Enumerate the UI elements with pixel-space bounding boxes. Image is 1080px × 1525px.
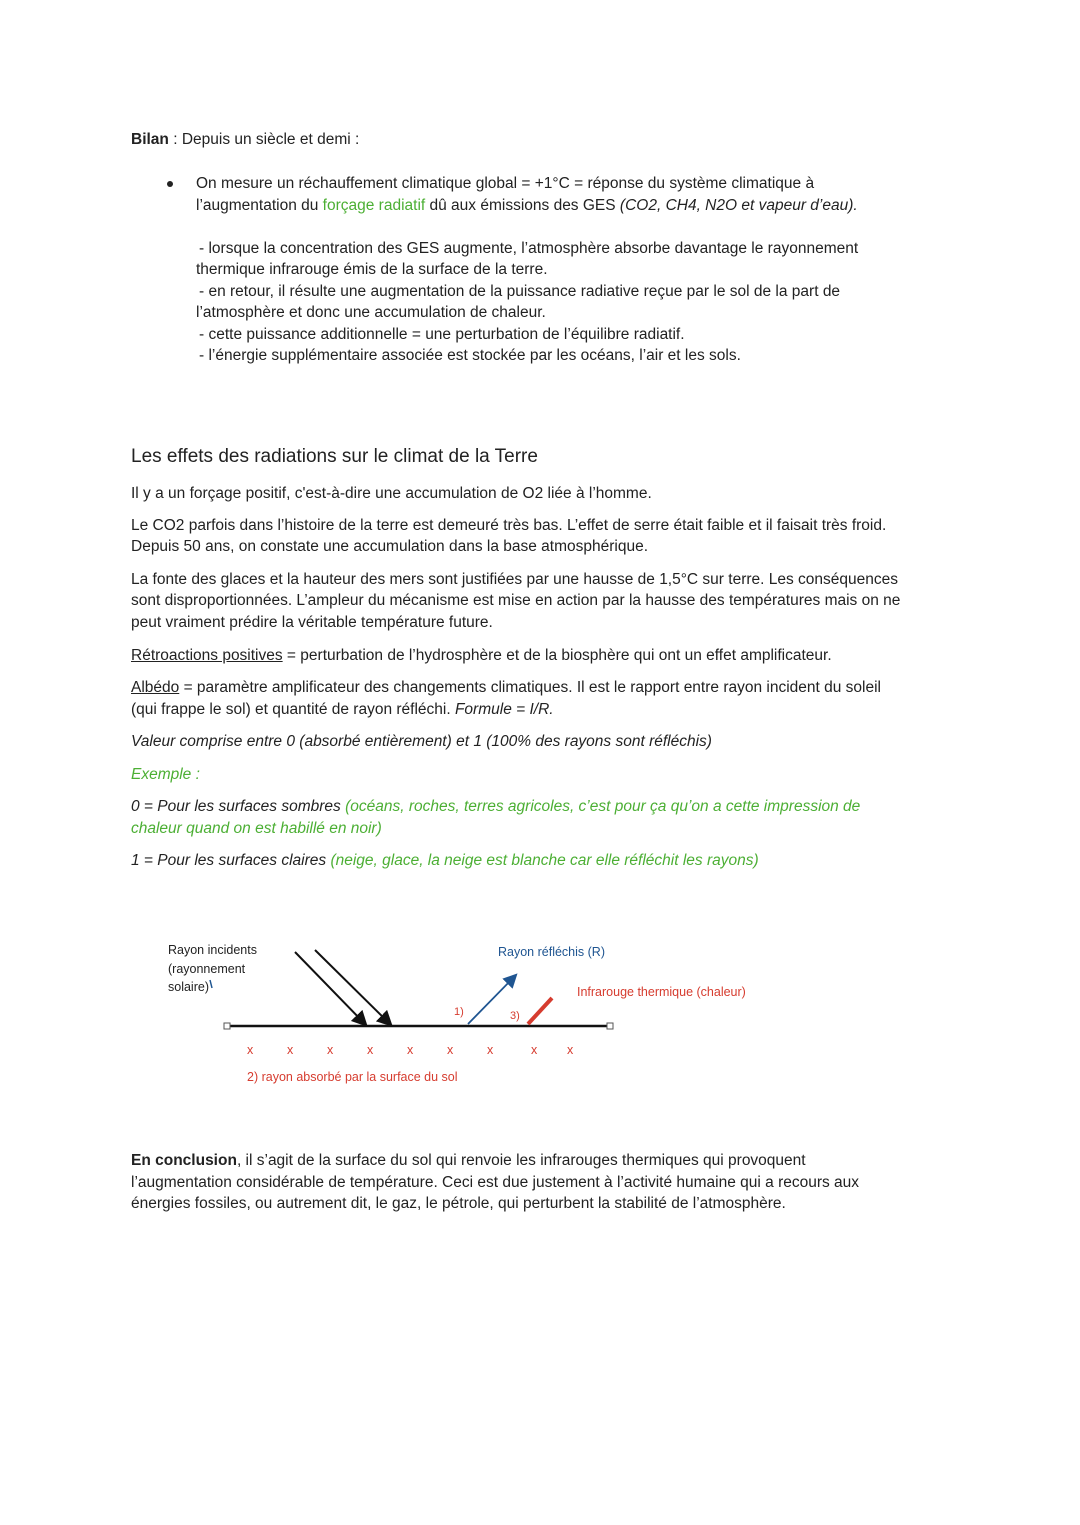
example-1-text: 1 = Pour les surfaces claires [131,852,331,869]
bullet-text: dû aux émissions des GES [425,197,620,214]
point-line: - en retour, il résulte une augmentation de la puissance radiative reçue par le sol de la part de [199,283,841,300]
absorbed-mark: x [327,1043,334,1057]
albedo-diagram [160,930,780,1100]
example-0-text: 0 = Pour les surfaces sombres [131,798,346,815]
bilan-line [131,129,359,151]
example-1-line [131,850,759,872]
forcage-radiatif-term: forçage radiatif [322,197,426,214]
point-line: - cette puissance additionnelle = une perturbation de l’équilibre radiatif. [199,326,685,343]
absorbed-mark: x [367,1043,374,1057]
example-0-note: (océans, roches, terres agricoles, c’est pour ça qu’on a cette impression de [345,798,861,815]
point-line: l’atmosphère et donc une accumulation de chaleur. [196,304,546,321]
conclusion-line-3: énergies fossiles, ou autrement dit, le gaz, le pétrole, qui perturbent la stabilité de l’atmosphère. [131,1195,786,1212]
bullet-line-1: On mesure un réchauffement climatique global = +1°C = réponse du système climatique à [196,175,815,192]
bullet-text: l’augmentation du [196,197,323,214]
ground-line-start-handle [224,1023,230,1029]
albedo-def: = paramètre amplificateur des changements climatiques. Il est le rapport entre rayon incident du soleil [179,679,882,696]
albedo-def: (qui frappe le sol) et quantité de rayon réfléchi. [131,701,455,718]
incident-label: Rayon incidents [168,943,257,957]
infrared-label: Infrarouge thermique (chaleur) [577,985,746,999]
point-line: thermique infrarouge émis de la surface de la terre. [196,261,548,278]
conclusion-heading: En conclusion [131,1152,237,1169]
absorbed-mark: x [487,1043,494,1057]
conclusion-line-2: l’augmentation considérable de température. Ceci est due justement à l’activité humaine qui a recours aux [131,1174,860,1191]
absorbed-mark: x [247,1043,254,1057]
absorbed-mark: x [287,1043,294,1057]
paragraph: Le CO2 parfois dans l’histoire de la terre est demeuré très bas. L’effet de serre était faible et il faisait très froid. [131,517,887,534]
paragraph: Il y a un forçage positif, c'est-à-dire une accumulation de O2 liée à l’homme. [131,485,652,502]
incident-label: (rayonnement [168,962,246,976]
section-title: Les effets des radiations sur le climat de la Terre [131,446,538,467]
example-0-line [131,796,860,818]
incident-label-cursor [210,980,212,988]
point-line: - lorsque la concentration des GES augmente, l’atmosphère absorbe davantage le rayonnement [199,240,859,257]
point-line: - l’énergie supplémentaire associée est stockée par les océans, l’air et les sols. [199,347,741,364]
paragraph: La fonte des glaces et la hauteur des mers sont justifiées par une hausse de 1,5°C sur terre. Les conséquences [131,571,899,588]
label-3: 3) [510,1010,520,1022]
label-1: 1) [454,1006,464,1018]
example-0-note-2: chaleur quand on est habillé en noir) [131,820,382,837]
exemple-label: Exemple : [131,766,200,783]
bilan-heading: Bilan [131,131,169,148]
retroactions-line [131,645,832,667]
valeur-line: Valeur comprise entre 0 (absorbé entièrement) et 1 (100% des rayons sont réfléchis) [131,733,712,750]
conclusion-line [131,1150,806,1172]
conclusion-text: , il s’agit de la surface du sol qui renvoie les infrarouges thermiques qui provoquent [236,1152,806,1169]
incident-ray-arrow [315,950,390,1024]
retroactions-term: Rétroactions positives [131,647,283,664]
albedo-line-2 [131,699,554,721]
absorbed-label: 2) rayon absorbé par la surface du sol [247,1070,458,1084]
paragraph: sont disproportionnées. L’ampleur du mécanisme est mise en action par la hausse des températures mais on ne [131,592,901,609]
infrared-arrow [528,998,552,1024]
albedo-line [131,677,881,699]
reflected-ray-arrow [468,976,515,1024]
paragraph: peut vraiment prédire la véritable température future. [131,614,493,631]
albedo-term: Albédo [131,679,180,696]
bullet-line-2 [196,195,858,217]
albedo-formula: Formule = I/R. [454,701,554,718]
example-1-note: (neige, glace, la neige est blanche car elle réfléchit les rayons) [330,852,759,869]
bilan-intro: : Depuis un siècle et demi : [168,131,360,148]
absorbed-mark: x [447,1043,454,1057]
ground-line-end-handle [607,1023,613,1029]
bullet-icon [167,181,173,187]
absorbed-mark: x [567,1043,574,1057]
retroactions-def: = perturbation de l’hydrosphère et de la biosphère qui ont un effet amplificateur. [282,647,832,664]
absorbed-mark: x [407,1043,414,1057]
incident-label: solaire) [168,980,209,994]
absorbed-mark: x [531,1043,538,1057]
ges-list: (CO2, CH4, N2O et vapeur d’eau). [619,197,858,214]
reflected-label: Rayon réfléchis (R) [498,945,605,959]
paragraph: Depuis 50 ans, on constate une accumulation dans la base atmosphérique. [131,538,649,555]
